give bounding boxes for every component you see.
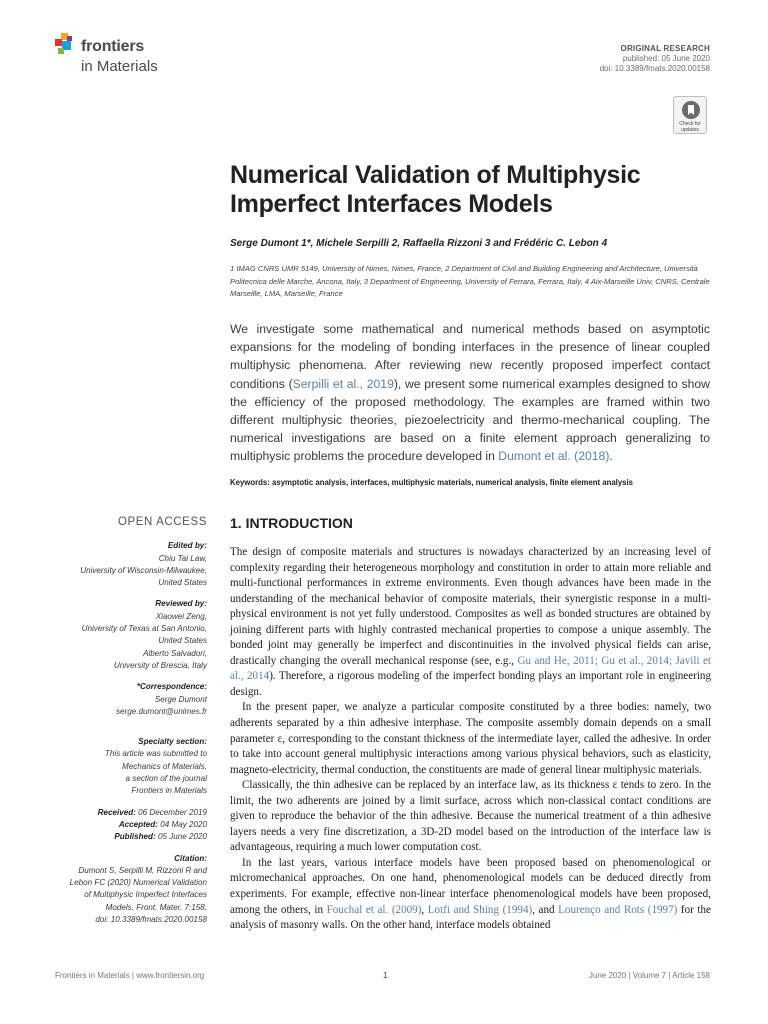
citation-link[interactable]: Dumont et al. (2018) [498,449,610,464]
citation-link[interactable]: Serpilli et al., 2019 [292,376,394,391]
citation-heading: Citation: [174,853,207,863]
citation-link[interactable]: Fouchal et al. (2009) [326,903,422,916]
page-number: 1 [383,971,388,980]
footer-journal-link[interactable]: Frontiers in Materials | www.frontiersin.org [55,971,205,980]
paragraph: Classically, the thin adhesive can be replaced by an interface law, as its thickness ε tends to zero. In the limit, the two adherents are joined by a limit surface, across which non-classical contact conditions are given to reproduce the behavior of the thin adhesive. Because the numerical treatment of a thin adhesive layers needs a very fine discretization, a 3D-2D model based on the introduction of the interface law is advantageous, requiring a much lower computation cost. [230,779,711,854]
article-doi[interactable]: doi: 10.3389/fmats.2020.00158 [599,64,710,73]
paragraph: In the last years, various interface models have been proposed based on phenomenological or micromechanical approaches. On one hand, phenomenological models can be deduced directly from experiments. For example, effective non-linear interface phenomenological models have been proposed, among the others, in Fouchal et al. (2009), Lotfi and Shing (1994), and Lourenço and Rots (1997) for the analysis of masonry walls. On the other hand, interface models obtained [230,856,711,932]
frontiers-logo-icon [55,33,79,59]
bookmark-refresh-icon [681,100,701,120]
article-meta [600,44,710,74]
paragraph: In the present paper, we analyze a particular composite constituted by a three bodies: namely, two adherents separated by a thin adhesive interphase. The composite assembly domain depends on a small parameter ε, corresponding to the constant thickness of the intermediate layer, called the adhesive. In order to take into account general multiphysic interactions among various physical behaviors, such as elasticity, magneto-electricity, thermal conduction, the constituents are made of general linear multiphysic materials. [230,701,711,776]
specialty-heading: Specialty section: [138,737,207,747]
citation-doi[interactable]: doi: 10.3389/fmats.2020.00158 [95,915,207,925]
citation-link[interactable]: Gu and He, 2011; Gu et al., 2014; Javili et al., 2014 [230,654,711,683]
correspondence-email[interactable]: serge.dumont@unimes.fr [116,706,207,716]
author-list: Serge Dumont 1*, Michele Serpilli 2, Raffaella Rizzoni 3 and Frédéric C. Lebon 4 [230,238,608,249]
open-access-label: OPEN ACCESS [117,516,207,528]
accepted-date: Accepted: 04 May 2020 [118,819,207,829]
footer-issue-info: June 2020 | Volume 7 | Article 158 [588,971,710,980]
article-sidebar: OPEN ACCESS Edited by: Chiu Tai Law, University of Wisconsin-Milwaukee, United States Reviewed by: Xiaowei Zeng, University of Texas at San Antonio, United States Alberto Salvadori, University of Brescia, Italy *Correspondence: Serge Dumont serge.dumont@unimes.fr Specialty section: This article was submitted to Mechanics of Materials, a section of the journal Frontiers in Materials Received: 06 December 2019 Accepted: 04 May 2020 Published: 05 June 2020 Citation: Dumont S, Serpilli M, Rizzoni R and Lebon FC (2020) Numerical Validation of Multiphysic Imperfect Interfaces Models. Front. Mater. 7:158. doi: 10.3389/fmats.2020.00158 [55,516,207,926]
correspondence-heading: *Correspondence: [136,682,207,692]
published-date: published: 05 June 2020 [622,54,710,63]
section-heading: 1. INTRODUCTION [230,515,353,531]
affiliations: 1 IMAG CNRS UMR 5149, University of Nimes, Nimes, France, 2 Department of Civil and Building Engineering and Architecture, Università Politecnica delle Marche, Ancona, Italy, 3 Department of Engineering, University of Ferrara, Ferrara, Italy, 4 Aix-Marseille Univ, CNRS, Centrale Marseille, LMA, Marseille, France [230,264,710,298]
logo-brand: frontiers [81,38,145,55]
received-date: Received: 06 December 2019 [97,807,207,817]
abstract: We investigate some mathematical and numerical methods based on asymptotic expansions for the modeling of bonding interfaces in the presence of linear coupled multiphysic phenomena. After reviewing new recently proposed imperfect contact conditions (Serpilli et al., 2019), we present some numerical examples designed to show the efficiency of the proposed methodology. The examples are framed within two different multiphysic theories, piezoelectricity and thermo-mechanical coupling. The numerical investigations are based on a finite element approach generalizing to multiphysic problems the procedure developed in Dumont et al. (2018). [230,322,710,464]
article-type: ORIGINAL RESEARCH [620,44,710,53]
check-badge-label: Check for updates [679,121,701,133]
journal-logo[interactable] [55,33,195,77]
published-date-sidebar: Published: 05 June 2020 [114,832,207,842]
citation-link[interactable]: Lotfi and Shing (1994) [427,903,533,916]
article-title: Numerical Validation of Multiphysic Imperfect Interfaces Models [230,161,641,218]
edited-by-heading: Edited by: [167,541,207,551]
reviewed-by-heading: Reviewed by: [155,599,207,609]
check-for-updates-badge[interactable] [673,96,707,134]
paragraph: The design of composite materials and structures is nowadays characterized by an increasing level of complexity regarding their heterogeneous morphology and constitution in order to attain more reliable and multi-functional performances in extreme environments. Even though advances have been made in the understanding of the mechanical behavior of composite materials, their synergistic response in a multi-physical environment is not yet fully understood. Composites as well as bonded structures are obtained by joining different parts with highly contrasted mechanical properties to compose a unique assembly. The bonded joint may generally be imperfect and discontinuities in the involved physical fields can arise, drastically changing the overall mechanical response (see, e.g., Gu and He, 2011; Gu et al., 2014; Javili et al., 2014). Therefore, a rigorous modeling of the imperfect bonding plays an important role in engineering design. [230,546,712,698]
logo-journal: in Materials [81,58,158,75]
body-text [230,545,711,934]
keywords: Keywords: asymptotic analysis, interfaces, multiphysic materials, numerical analysis, finite element analysis [230,478,634,487]
citation-link[interactable]: Lourenço and Rots (1997) [558,903,678,916]
